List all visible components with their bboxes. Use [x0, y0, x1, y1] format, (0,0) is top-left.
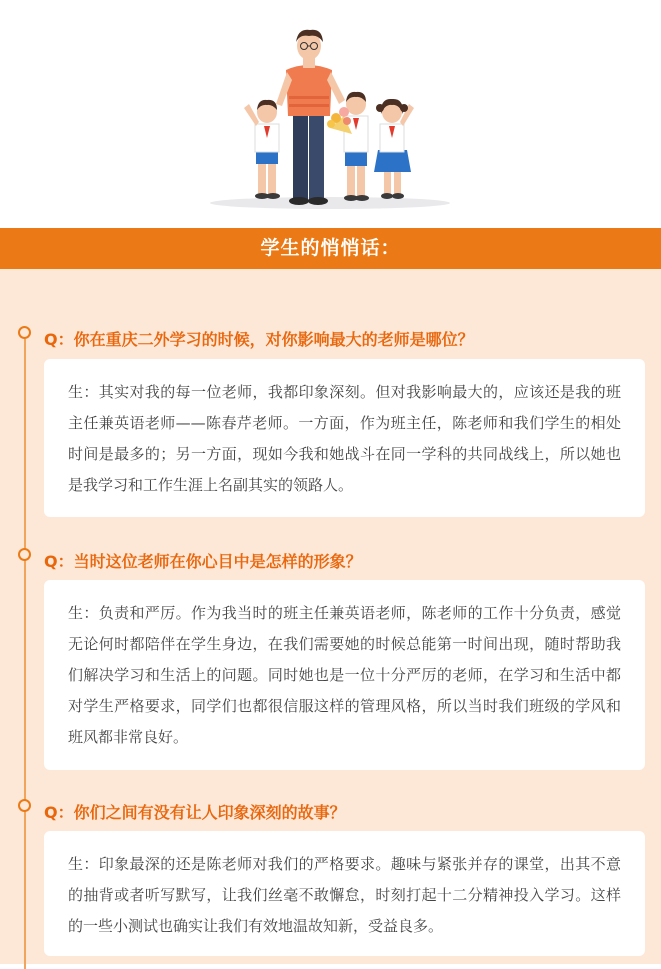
answer-card-2: [44, 580, 645, 770]
student-boy-middle: [344, 92, 369, 201]
answer-3: 生：印象最深的还是陈老师对我们的严格要求。趣味与紧张并存的课堂，出其不意的抽背或者听写默写，让我们丝毫不敢懈怠，时刻打起十二分精神投入学习。这样的一些小测试也确实让我们有效地温故知新，受益良多。: [68, 855, 621, 935]
answer-card-1: [44, 359, 645, 517]
answer-1: 生：其实对我的每一位老师，我都印象深刻。但对我影响最大的，应该还是我的班主任兼英语老师——陈春芹老师。一方面，作为班主任，陈老师和我们学生的相处时间是最多的；另一方面，现如今我和她战斗在同一学科的共同战线上，所以她也是我学习和工作生涯上名副其实的领路人。: [68, 383, 621, 494]
student-girl-right: [374, 99, 414, 199]
timeline-dot: [18, 326, 31, 339]
answer-card-3: [44, 831, 645, 956]
qa-panel: [0, 269, 661, 964]
student-boy-left: [244, 100, 280, 199]
hero-illustration: [0, 0, 661, 228]
question-2: Q：当时这位老师在你心目中是怎样的形象？: [44, 552, 362, 571]
question-3: Q：你们之间有没有让人印象深刻的故事？: [44, 803, 346, 822]
timeline-dot: [18, 799, 31, 812]
flower-bouquet: [327, 107, 352, 134]
banner-title: 学生的悄悄话：: [260, 237, 401, 259]
section-banner: [0, 228, 661, 269]
timeline-line: [24, 339, 26, 969]
teacher-students-illustration: [0, 0, 661, 228]
question-1: Q：你在重庆二外学习的时候，对你影响最大的老师是哪位？: [44, 330, 474, 349]
answer-2: 生：负责和严厉。作为我当时的班主任兼英语老师，陈老师的工作十分负责，感觉无论何时都陪伴在学生身边，在我们需要她的时候总能第一时间出现，随时帮助我们解决学习和生活上的问题。同时她也是一位十分严厉的老师，在学习和生活中都对学生严格要求，同学们也都很信服这样的管理风格，所以当时我们班级的学风和班风都非常良好。: [68, 604, 621, 746]
timeline-dot: [18, 548, 31, 561]
